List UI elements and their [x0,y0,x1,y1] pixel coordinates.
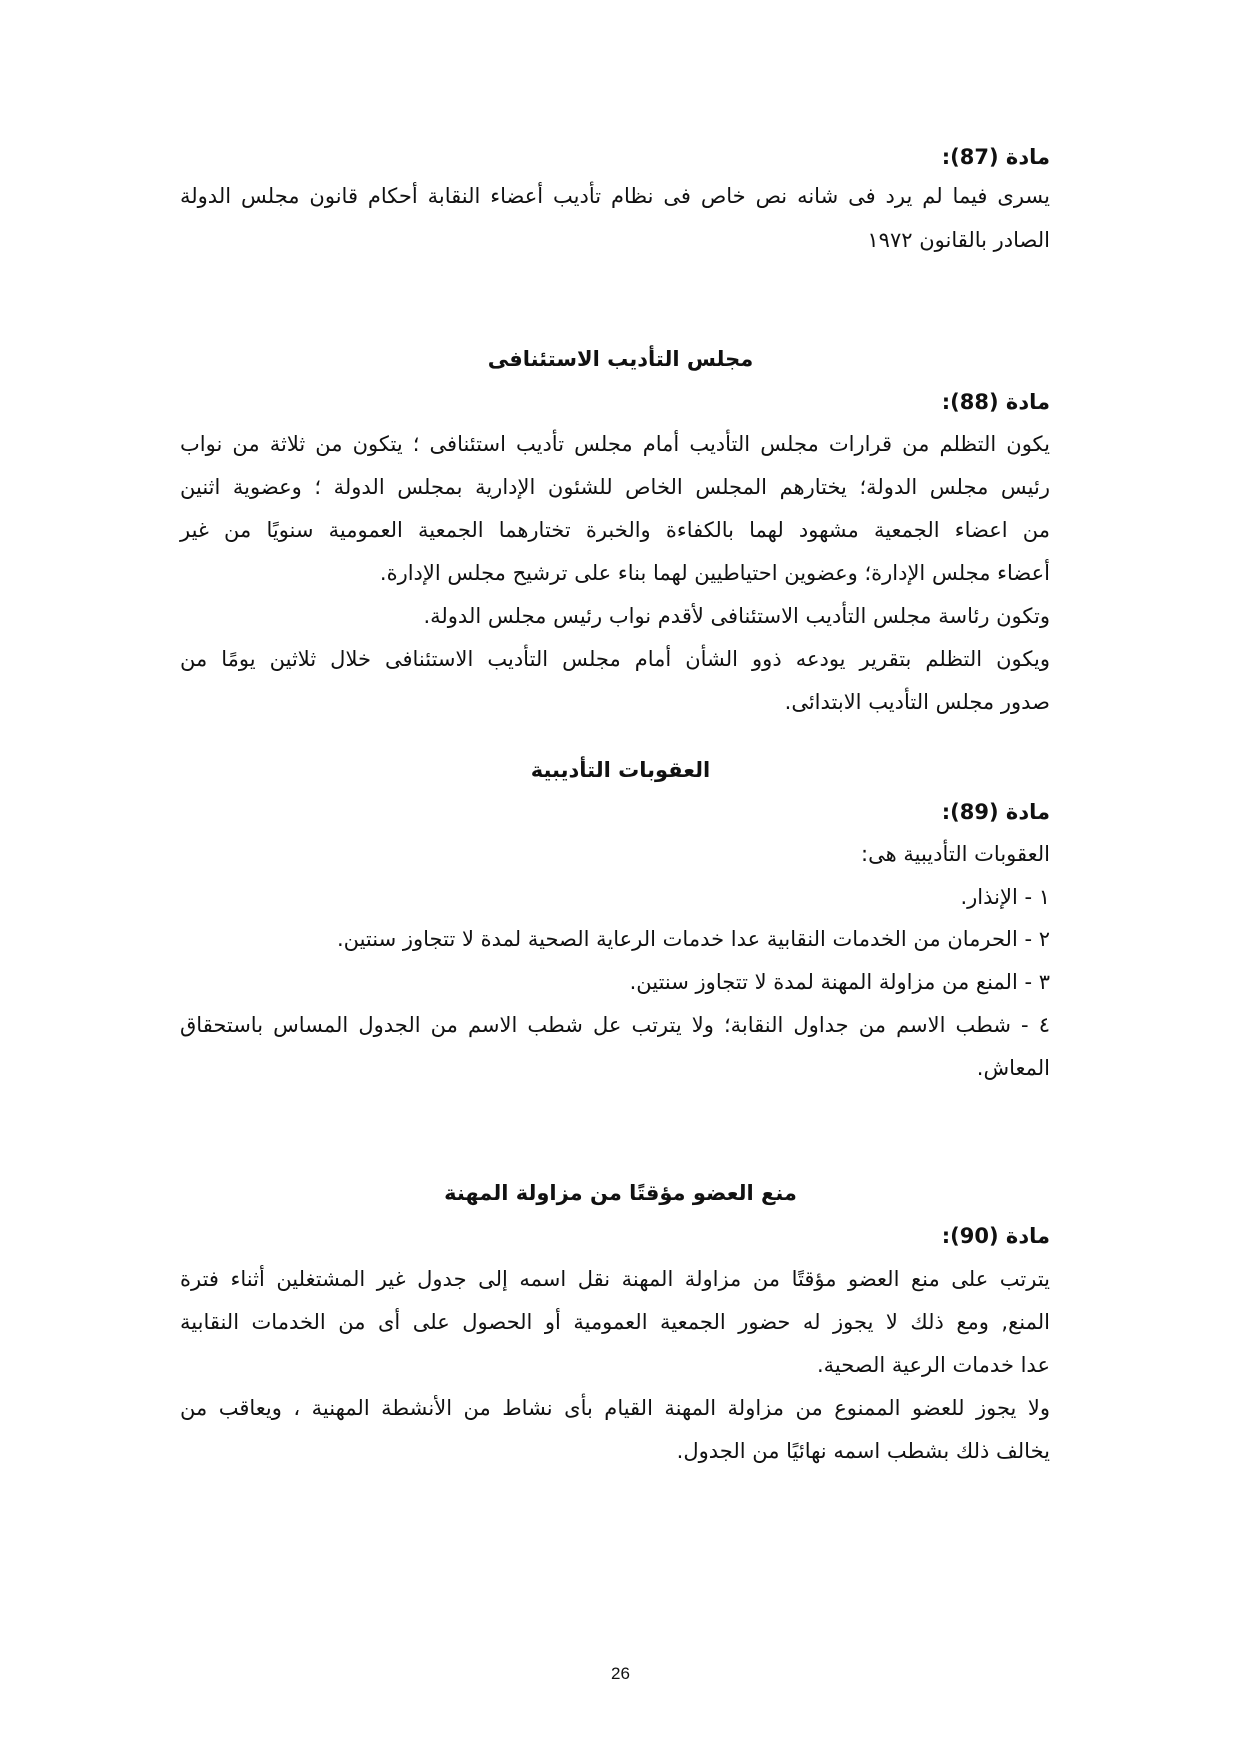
article-87-title: مادة (87): [941,145,1050,169]
article-88-line-3: من اعضاء الجمعية مشهود لهما بالكفاءة والخبرة تختارهما الجمعية العمومية سنويًا من غير [180,518,1050,542]
penalty-item-1: ١ - الإنذار. [960,885,1050,909]
article-88-line-7: صدور مجلس التأديب الابتدائى. [784,690,1050,714]
article-88-line-6: ويكون التظلم بتقرير يودعه ذوو الشأن أمام مجلس التأديب الاستئنافى خلال ثلاثين يومًا من [180,647,1050,671]
article-90-line-2: المنع, ومع ذلك لا يجوز له حضور الجمعية العمومية أو الحصول على أى من الخدمات النقابية [180,1310,1050,1334]
page-number: 26 [611,1664,630,1683]
penalty-item-4-continued: المعاش. [976,1056,1050,1080]
penalty-item-4: ٤ - شطب الاسم من جداول النقابة؛ ولا يترتب عل شطب الاسم من الجدول المساس باستحقاق [180,1013,1050,1037]
article-90-line-5: يخالف ذلك بشطب اسمه نهائيًا من الجدول. [676,1439,1050,1463]
article-89-intro: العقوبات التأديبية هى: [861,842,1050,866]
article-87-line-2: الصادر بالقانون ١٩٧٢ [867,228,1050,252]
article-88-title: مادة (88): [941,390,1050,414]
penalty-item-3: ٣ - المنع من مزاولة المهنة لمدة لا تتجاوز سنتين. [629,970,1050,994]
article-87-line-1: يسرى فيما لم يرد فى شانه نص خاص فى نظام تأديب أعضاء النقابة أحكام قانون مجلس الدولة [180,184,1050,208]
article-88-line-5: وتكون رئاسة مجلس التأديب الاستئنافى لأقدم نواب رئيس مجلس الدولة. [423,604,1050,628]
article-90-line-1: يترتب على منع العضو مؤقتًا من مزاولة المهنة نقل اسمه إلى جدول غير المشتغلين أثناء فترة [180,1267,1050,1291]
article-88-line-4: أعضاء مجلس الإدارة؛ وعضوين احتياطيين لهما بناء على ترشيح مجلس الإدارة. [379,561,1050,585]
section-heading-appeal-council: مجلس التأديب الاستئنافى [487,347,754,371]
article-88-line-2: رئيس مجلس الدولة؛ يختارهم المجلس الخاص للشئون الإدارية بمجلس الدولة ؛ وعضوية اثنين [180,475,1050,499]
article-90-line-4: ولا يجوز للعضو الممنوع من مزاولة المهنة القيام بأى نشاط من الأنشطة المهنية ، ويعاقب من [180,1396,1050,1420]
penalty-item-2: ٢ - الحرمان من الخدمات النقابية عدا خدمات الرعاية الصحية لمدة لا تتجاوز سنتين. [336,927,1050,951]
article-89-title: مادة (89): [941,800,1050,824]
article-90-line-3: عدا خدمات الرعية الصحية. [816,1353,1050,1377]
article-88-line-1: يكون التظلم من قرارات مجلس التأديب أمام مجلس تأديب استئنافى ؛ يتكون من ثلاثة من نواب [180,432,1050,456]
section-heading-suspension: منع العضو مؤقتًا من مزاولة المهنة [444,1181,797,1205]
article-90-title: مادة (90): [941,1224,1050,1248]
section-heading-penalties: العقوبات التأديبية [530,758,711,782]
